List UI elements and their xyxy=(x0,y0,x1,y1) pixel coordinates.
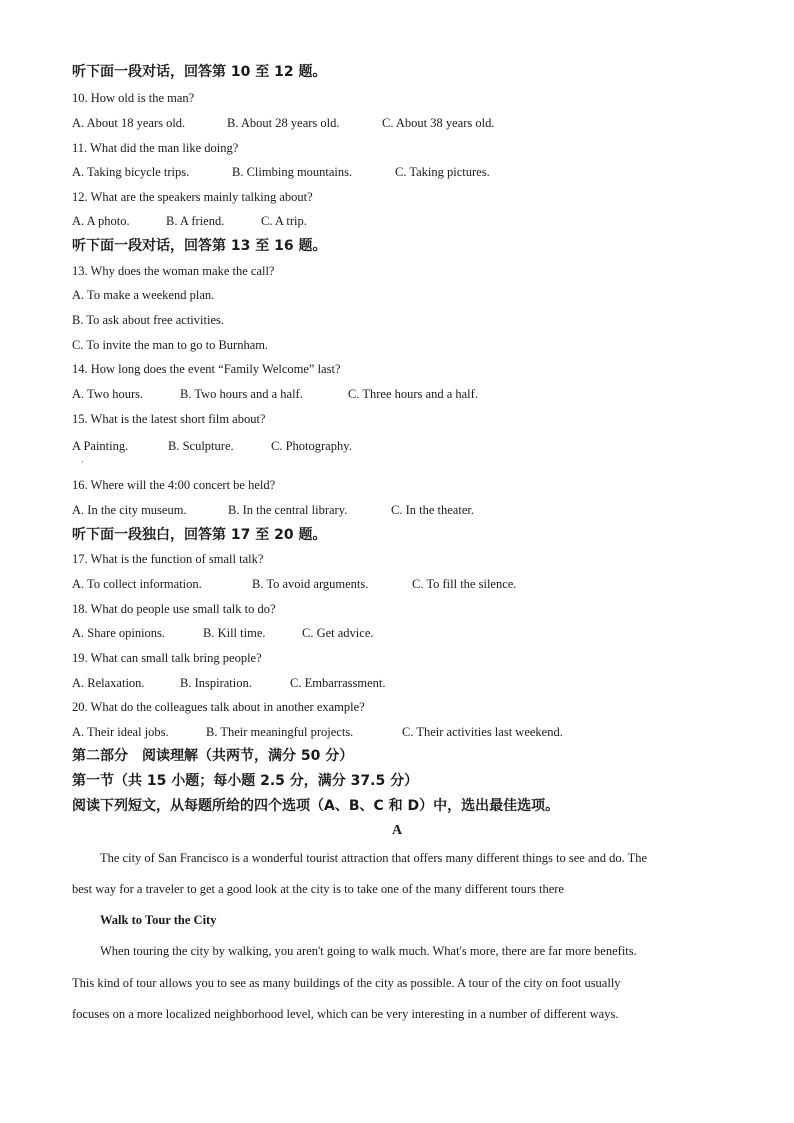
option-b: B. Kill time. xyxy=(203,626,266,640)
option-c: C. Three hours and a half. xyxy=(348,387,478,401)
option-a: A. Two hours. xyxy=(72,387,144,401)
option-b: B. About 28 years old. xyxy=(227,116,340,130)
option-c: C. About 38 years old. xyxy=(382,116,495,130)
paragraph-1-line-1: The city of San Francisco is a wonderful tourist attraction that offers many different things to see and do. The xyxy=(100,851,648,865)
options-16 xyxy=(72,502,474,518)
paragraph-1-line-2: best way for a traveler to get a good look at the city is to take one of the many different tours there xyxy=(72,882,564,896)
option-c: C. To fill the silence. xyxy=(412,577,517,591)
option-b: B. Inspiration. xyxy=(180,676,252,690)
paragraph-2-line-1: When touring the city by walking, you aren't going to walk much. What's more, there are far more benefits. xyxy=(100,944,637,958)
option-a: A. A photo. xyxy=(72,214,130,228)
options-18 xyxy=(72,625,374,641)
option-b: B. Climbing mountains. xyxy=(232,165,353,179)
options-20 xyxy=(72,724,563,740)
option-c: C. Embarrassment. xyxy=(290,676,386,690)
option-b: B. To avoid arguments. xyxy=(252,577,369,591)
option-13-c: C. To invite the man to go to Burnham. xyxy=(72,338,269,352)
option-a: A. To collect information. xyxy=(72,577,202,591)
option-c: C. A trip. xyxy=(261,214,307,228)
option-13-b: B. To ask about free activities. xyxy=(72,313,224,327)
section-heading-17-20: 听下面一段独白，回答第 17 至 20 题。 xyxy=(72,527,327,543)
options-15 xyxy=(72,438,352,454)
section-one-heading: 第一节（共 15 小题；每小题 2.5 分，满分 37.5 分） xyxy=(72,773,419,789)
paragraph-2-line-2: This kind of tour allows you to see as many buildings of the city as possible. A tour of the city on foot usually xyxy=(72,976,621,990)
paragraph-2-line-3: focuses on a more localized neighborhood level, which can be very interesting in a number of different ways. xyxy=(72,1007,619,1021)
option-c: C. Their activities last weekend. xyxy=(402,725,563,739)
option-a: A. In the city museum. xyxy=(72,503,187,517)
question-11: 11. What did the man like doing? xyxy=(72,141,239,155)
section-heading-13-16: 听下面一段对话，回答第 13 至 16 题。 xyxy=(72,238,327,254)
option-c: C. Get advice. xyxy=(302,626,374,640)
option-b: B. Sculpture. xyxy=(168,439,234,453)
option-a: A. Share opinions. xyxy=(72,626,166,640)
options-10 xyxy=(72,115,495,131)
question-18: 18. What do people use small talk to do? xyxy=(72,602,276,616)
option-a: A Painting. xyxy=(72,439,129,453)
question-12: 12. What are the speakers mainly talking about? xyxy=(72,190,313,204)
options-12 xyxy=(72,213,307,229)
option-a: A. About 18 years old. xyxy=(72,116,186,130)
instructions: 阅读下列短文，从每题所给的四个选项（A、B、C 和 D）中，选出最佳选项。 xyxy=(72,798,560,814)
question-15: 15. What is the latest short film about? xyxy=(72,412,266,426)
option-b: B. Two hours and a half. xyxy=(180,387,303,401)
question-13: 13. Why does the woman make the call? xyxy=(72,264,275,278)
question-17: 17. What is the function of small talk? xyxy=(72,552,264,566)
option-c: C. Photography. xyxy=(271,439,352,453)
part-two-heading: 第二部分 阅读理解（共两节，满分 50 分） xyxy=(72,748,354,764)
options-14 xyxy=(72,386,478,402)
option-13-a: A. To make a weekend plan. xyxy=(72,288,215,302)
question-14: 14. How long does the event “Family Welcome” last? xyxy=(72,362,341,376)
options-11 xyxy=(72,164,490,180)
passage-label: A xyxy=(391,823,403,838)
question-10: 10. How old is the man? xyxy=(72,91,195,105)
question-19: 19. What can small talk bring people? xyxy=(72,651,262,665)
subheading: Walk to Tour the City xyxy=(100,913,217,927)
option-b: B. A friend. xyxy=(166,214,225,228)
option-a: A. Their ideal jobs. xyxy=(72,725,169,739)
option-c: C. In the theater. xyxy=(391,503,474,517)
option-a: A. Relaxation. xyxy=(72,676,145,690)
option-b: B. Their meaningful projects. xyxy=(206,725,354,739)
question-20: 20. What do the colleagues talk about in another example? xyxy=(72,700,365,714)
question-16: 16. Where will the 4:00 concert be held? xyxy=(72,478,276,492)
option-c: C. Taking pictures. xyxy=(395,165,490,179)
option-a: A. Taking bicycle trips. xyxy=(72,165,190,179)
stray-dot: · xyxy=(81,458,84,467)
options-17 xyxy=(72,576,516,592)
option-b: B. In the central library. xyxy=(228,503,348,517)
section-heading-10-12: 听下面一段对话，回答第 10 至 12 题。 xyxy=(72,64,327,80)
options-19 xyxy=(72,675,385,691)
